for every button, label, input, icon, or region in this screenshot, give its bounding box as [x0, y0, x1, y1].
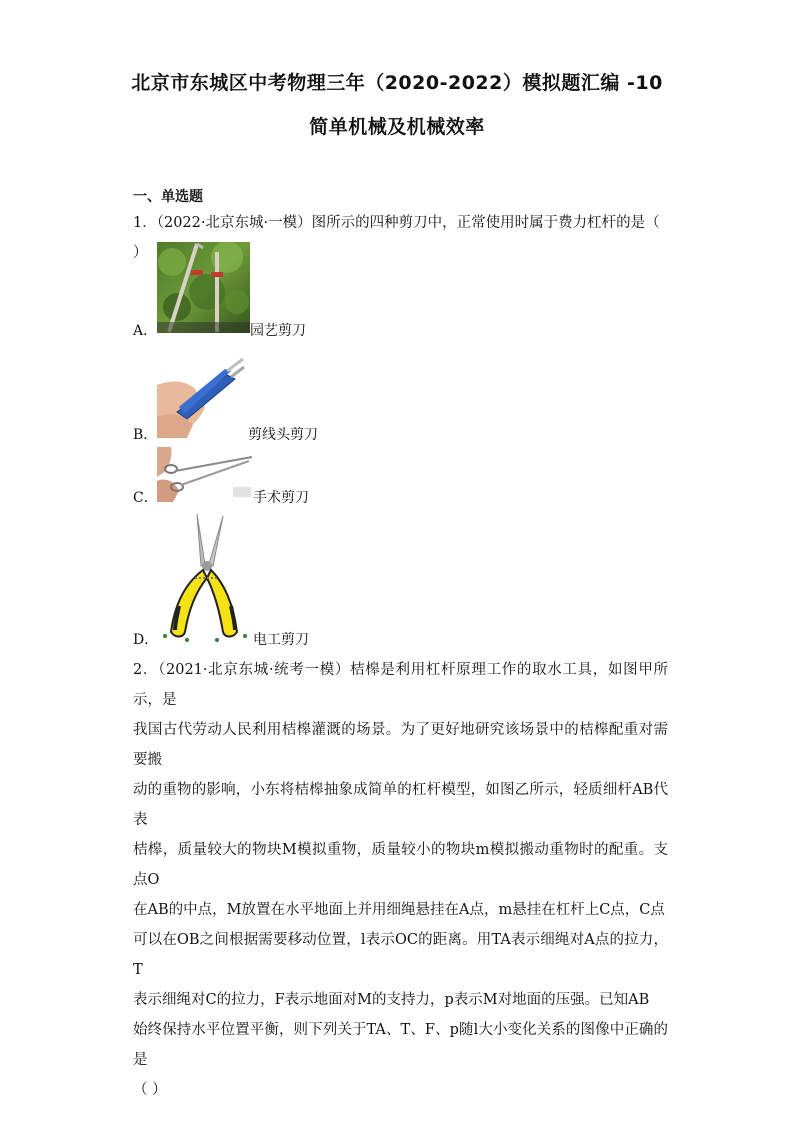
- question-2-line: 动的重物的影响，小东将桔槔抽象成简单的杠杆模型，如图乙所示，轻质细杆AB代表: [133, 782, 668, 828]
- question-2-line: 在AB的中点，M放置在水平地面上并用细绳悬挂在A点，m悬挂在杠杆上C点，C点: [133, 902, 665, 918]
- garden-shears-image: [157, 242, 250, 333]
- question-2-line: 始终保持水平位置平衡，则下列关于TA、T、F、p随l大小变化关系的图像中正确的是: [133, 1022, 668, 1068]
- question-2-line: 可以在OB之间根据需要移动位置，l表示OC的距离。用TA表示细绳对A点的拉力，T: [133, 932, 668, 978]
- question-2-line: 2．（2021·北京东城·统考一模）桔槔是利用杠杆原理工作的取水工具，如图甲所示，是: [133, 662, 668, 708]
- option-b-letter: B．: [133, 427, 158, 443]
- thread-snips-image: [157, 357, 245, 438]
- document-subtitle: 简单机械及机械效率: [309, 116, 485, 138]
- question-2-line: 桔槔，质量较大的物块M模拟重物，质量较小的物块m模拟搬动重物时的配重。支点O: [133, 842, 668, 888]
- document-title: 北京市东城区中考物理三年（2020-2022）模拟题汇编 -10: [131, 72, 663, 94]
- question-2-line: （ ）: [133, 1082, 167, 1098]
- question-2-text: [133, 655, 668, 1105]
- question-2-line: 表示细绳对C的拉力，F表示地面对M的支持力，p表示M对地面的压强。已知AB: [133, 992, 650, 1008]
- option-a-letter: A．: [133, 323, 158, 339]
- surgical-scissors-image: [157, 447, 253, 502]
- option-c-label: 手术剪刀: [253, 490, 309, 506]
- question-2-line: 我国古代劳动人民利用桔槔灌溉的场景。为了更好地研究该场景中的桔槔配重对需要搬: [133, 722, 668, 768]
- option-d-label: 电工剪刀: [253, 632, 309, 648]
- option-c-letter: C．: [133, 490, 158, 506]
- option-b-label: 剪线头剪刀: [248, 427, 318, 443]
- electrician-scissors-image: [157, 512, 253, 643]
- question-1-stem: 1．（2022·北京东城·一模）图所示的四种剪刀中，正常使用时属于费力杠杆的是（ ）: [133, 215, 660, 261]
- option-d-letter: D．: [133, 632, 159, 648]
- section-heading: 一、单选题: [133, 189, 203, 205]
- option-a-label: 园艺剪刀: [250, 323, 306, 339]
